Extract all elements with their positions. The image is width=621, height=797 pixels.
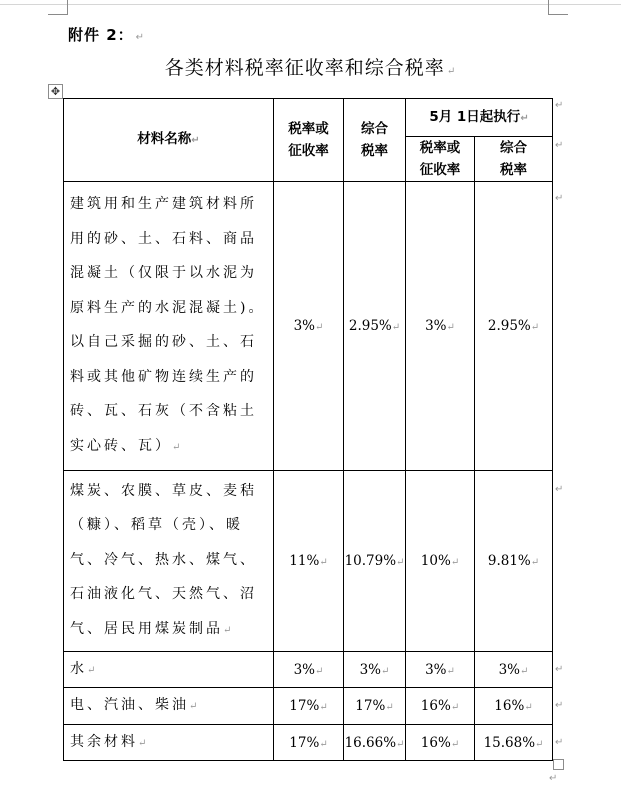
header-new-composite-rate: 综合税率 [475,137,553,182]
crop-mark-left-vertical [67,0,68,14]
table-resize-handle[interactable] [553,759,564,770]
row-end-mark: ↵ [555,737,564,748]
composite-rate-cell: 2.95%↵ [344,182,406,471]
table-row [64,182,553,471]
header-new-tax-rate: 税率或征收率 [406,137,475,182]
tax-rate-cell: 17%↵ [274,725,344,761]
attachment-label: 附件 2： ↵ [68,26,146,44]
tax-rate-cell: 11%↵ [274,471,344,652]
new-tax-rate-cell: 16%↵ [406,725,475,761]
table-row [64,688,553,725]
tax-rate-cell: 3%↵ [274,182,344,471]
new-composite-rate-cell: 9.81%↵ [475,471,553,652]
row-end-mark: ↵ [555,140,564,151]
crop-mark-left-horizontal [48,14,68,15]
new-tax-rate-cell: 3%↵ [406,182,475,471]
page-top-border [0,4,621,5]
crop-mark-right-vertical [548,0,549,14]
composite-rate-cell: 3%↵ [344,652,406,688]
row-end-mark: ↵ [555,100,564,111]
table-row [64,652,553,688]
header-tax-rate: 税率或征收率 [274,99,344,182]
header-composite-rate: 综合税率 [344,99,406,182]
new-tax-rate-cell: 3%↵ [406,652,475,688]
crop-mark-right-horizontal [548,14,568,15]
table-move-handle-icon[interactable]: ✥ [48,84,63,99]
composite-rate-cell: 16.66%↵ [344,725,406,761]
tax-rate-table [63,98,553,761]
new-tax-rate-cell: 10%↵ [406,471,475,652]
table-header-row [64,99,553,137]
paragraph-mark: ↵ [549,773,558,784]
row-end-mark: ↵ [555,193,564,204]
composite-rate-cell: 10.79%↵ [344,471,406,652]
composite-rate-cell: 17%↵ [344,688,406,725]
document-title: 各类材料税率征收率和综合税率 ↵ [164,57,457,79]
material-name-cell: 其余材料↵ [64,725,274,761]
header-may-1-group: 5月 1日起执行↵ [406,99,553,137]
header-material-name: 材料名称↵ [64,99,274,182]
table-row [64,471,553,652]
new-tax-rate-cell: 16%↵ [406,688,475,725]
material-name-cell: 煤炭、农膜、草皮、麦秸（糠）、稻草（壳）、暖气、冷气、热水、煤气、石油液化气、天然气、沼气、居民用煤炭制品↵ [64,471,274,652]
new-composite-rate-cell: 3%↵ [475,652,553,688]
new-composite-rate-cell: 16%↵ [475,688,553,725]
row-end-mark: ↵ [555,664,564,675]
material-name-cell: 水↵ [64,652,274,688]
tax-rate-cell: 3%↵ [274,652,344,688]
row-end-mark: ↵ [555,484,564,495]
row-end-mark: ↵ [555,700,564,711]
material-name-cell: 电、汽油、柴油↵ [64,688,274,725]
tax-rate-cell: 17%↵ [274,688,344,725]
material-name-cell: 建筑用和生产建筑材料所用的砂、土、石料、商品混凝土（仅限于以水泥为原料生产的水泥混凝土)。以自己采掘的砂、土、石料或其他矿物连续生产的砖、瓦、石灰（不含粘土实心砖、瓦）↵ [64,182,274,471]
new-composite-rate-cell: 2.95%↵ [475,182,553,471]
new-composite-rate-cell: 15.68%↵ [475,725,553,761]
table-row [64,725,553,761]
